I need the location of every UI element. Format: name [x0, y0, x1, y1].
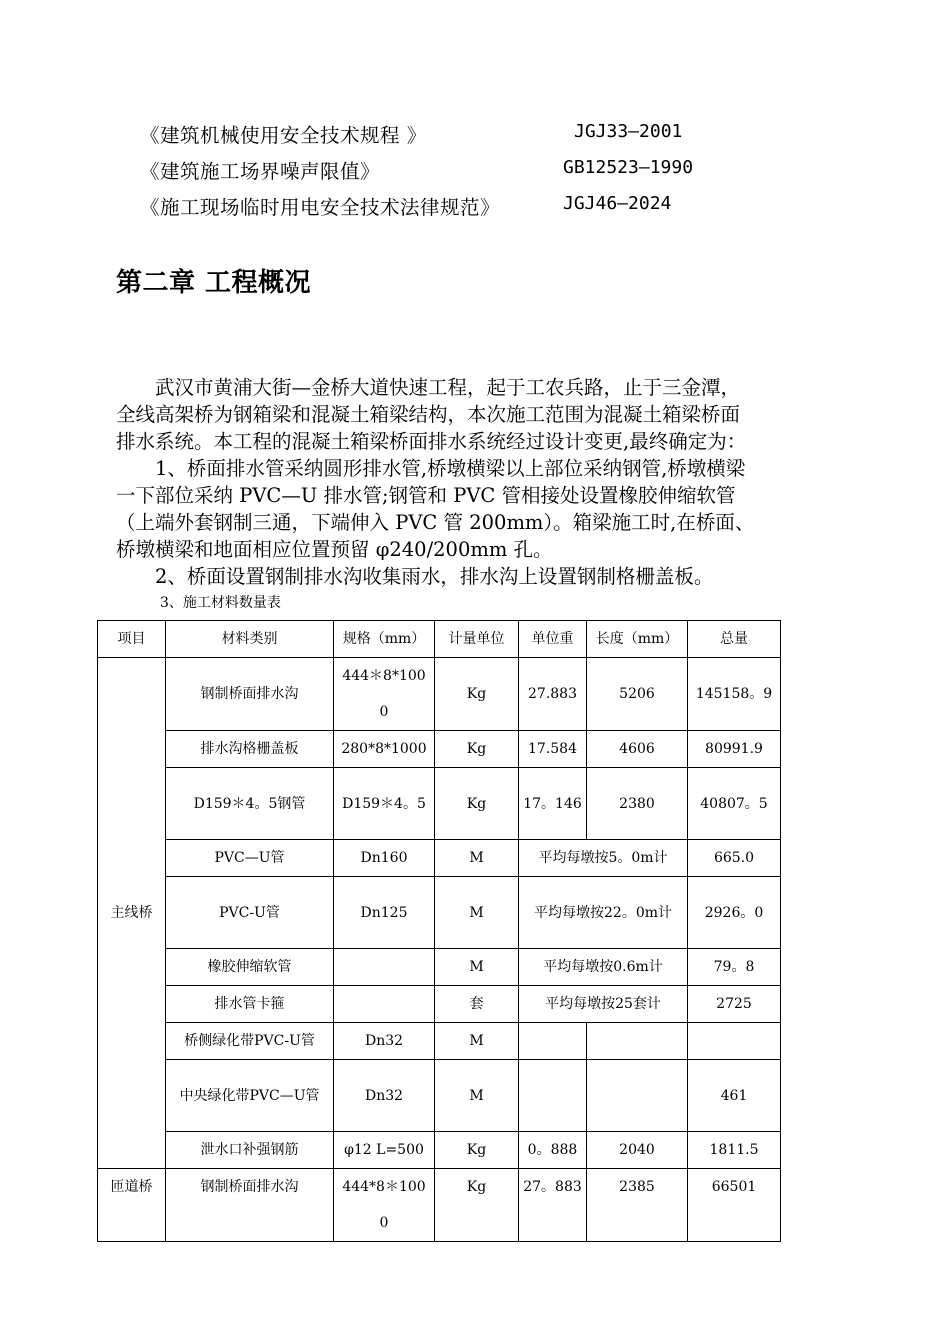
- cell-material: PVC-U管: [166, 877, 334, 949]
- standard-name-1: 《建筑机械使用安全技术规程 》: [140, 124, 427, 147]
- standard-name-3: 《施工现场临时用电安全技术法律规范》: [140, 196, 501, 219]
- cell-material: PVC—U管: [166, 840, 334, 877]
- item1-line-2: 一下部位采纳 PVC—U 排水管;钢管和 PVC 管相接处设置橡胶伸缩软管: [116, 484, 736, 507]
- table-caption: 3、施工材料数量表: [160, 595, 281, 611]
- intro-line-2: 全线高架桥为钢箱梁和混凝土箱梁结构，本次施工范围为混凝土箱梁桥面: [116, 403, 741, 426]
- cell-unit-weight: 17.584: [519, 731, 587, 768]
- cell-spec: [334, 949, 435, 986]
- cell-note: 平均每墩按25套计: [519, 986, 688, 1023]
- cell-unit: Kg: [435, 1169, 519, 1242]
- cell-unit: Kg: [435, 1132, 519, 1169]
- cell-total: 665.0: [688, 840, 781, 877]
- cell-length: 2385: [587, 1169, 688, 1242]
- cell-unit-weight: [519, 1060, 587, 1132]
- cell-note: 平均每墩按22。0m计: [519, 877, 688, 949]
- cell-material: 钢制桥面排水沟: [166, 658, 334, 731]
- header-total: 总量: [688, 621, 781, 658]
- cell-material: 中央绿化带PVC—U管: [166, 1060, 334, 1132]
- cell-spec: D159＊4。5: [334, 768, 435, 840]
- table-row: [98, 1023, 781, 1060]
- table-row: [98, 1060, 781, 1132]
- table-row: [98, 877, 781, 949]
- cell-spec: φ12 L=500: [334, 1132, 435, 1169]
- cell-unit-weight: 27.883: [519, 658, 587, 731]
- cell-spec: Dn32: [334, 1060, 435, 1132]
- cell-total: 461: [688, 1060, 781, 1132]
- group-label-ramp-bridge: 匝道桥: [98, 1169, 166, 1242]
- standard-code-3: JGJ46—2024: [563, 193, 672, 214]
- intro-line-1: 武汉市黄浦大街—金桥大道快速工程，起于工农兵路，止于三金潭，: [116, 376, 741, 399]
- cell-total: 80991.9: [688, 731, 781, 768]
- cell-total: 145158。9: [688, 658, 781, 731]
- chapter-title: 第二章 工程概况: [116, 268, 312, 298]
- cell-spec: 280*8*1000: [334, 731, 435, 768]
- cell-material: 橡胶伸缩软管: [166, 949, 334, 986]
- table-row: [98, 986, 781, 1023]
- cell-unit-weight: [519, 1023, 587, 1060]
- intro-paragraph: [116, 374, 836, 590]
- cell-spec: Dn32: [334, 1023, 435, 1060]
- cell-spec: Dn160: [334, 840, 435, 877]
- cell-spec: 444*8＊1000: [334, 1169, 435, 1242]
- header-unit: 计量单位: [435, 621, 519, 658]
- cell-unit: M: [435, 840, 519, 877]
- cell-unit-weight: 27。883: [519, 1169, 587, 1242]
- header-item: 项目: [98, 621, 166, 658]
- header-length: 长度（mm）: [587, 621, 688, 658]
- cell-total: [688, 1023, 781, 1060]
- cell-unit-weight: 17。146: [519, 768, 587, 840]
- cell-material: 钢制桥面排水沟: [166, 1169, 334, 1242]
- cell-total: 66501: [688, 1169, 781, 1242]
- cell-total: 2926。0: [688, 877, 781, 949]
- cell-length: 2040: [587, 1132, 688, 1169]
- item2-line-1: 2、桥面设置钢制排水沟收集雨水，排水沟上设置钢制格栅盖板。: [116, 565, 714, 588]
- cell-length: [587, 1060, 688, 1132]
- table-row: [98, 731, 781, 768]
- table-row: [98, 949, 781, 986]
- cell-material: 桥侧绿化带PVC-U管: [166, 1023, 334, 1060]
- standard-code-2: GB12523—1990: [563, 157, 694, 178]
- cell-unit: M: [435, 1023, 519, 1060]
- cell-unit: Kg: [435, 658, 519, 731]
- item1-line-4: 桥墩横梁和地面相应位置预留 φ240/200mm 孔。: [116, 538, 553, 561]
- header-unit-weight: 单位重: [519, 621, 587, 658]
- cell-total: 79。8: [688, 949, 781, 986]
- cell-unit: Kg: [435, 731, 519, 768]
- cell-length: 2380: [587, 768, 688, 840]
- cell-total: 2725: [688, 986, 781, 1023]
- cell-length: 5206: [587, 658, 688, 731]
- item1-line-3: （上端外套钢制三通，下端伸入 PVC 管 200mm）。箱梁施工时,在桥面、: [116, 511, 755, 534]
- cell-length: [587, 1023, 688, 1060]
- cell-unit: M: [435, 1060, 519, 1132]
- cell-material: 泄水口补强钢筋: [166, 1132, 334, 1169]
- cell-unit: 套: [435, 986, 519, 1023]
- cell-length: 4606: [587, 731, 688, 768]
- cell-spec: 444＊8*1000: [334, 658, 435, 731]
- cell-unit: Kg: [435, 768, 519, 840]
- header-spec: 规格（mm）: [334, 621, 435, 658]
- cell-note: 平均每墩按0.6m计: [519, 949, 688, 986]
- table-row: [98, 840, 781, 877]
- item1-line-1: 1、桥面排水管采纳圆形排水管,桥墩横梁以上部位采纳钢管,桥墩横梁: [116, 457, 746, 480]
- table-row: [98, 1132, 781, 1169]
- standard-code-1: JGJ33—2001: [574, 121, 683, 142]
- cell-material: D159＊4。5钢管: [166, 768, 334, 840]
- cell-unit-weight: 0。888: [519, 1132, 587, 1169]
- materials-table: [97, 620, 781, 1242]
- cell-total: 40807。5: [688, 768, 781, 840]
- cell-note: 平均每墩按5。0m计: [519, 840, 688, 877]
- cell-spec: [334, 986, 435, 1023]
- cell-material: 排水管卡箍: [166, 986, 334, 1023]
- table-row: [98, 658, 781, 731]
- cell-total: 1811.5: [688, 1132, 781, 1169]
- standard-name-2: 《建筑施工场界噪声限值》: [140, 160, 381, 183]
- table-header-row: [98, 621, 781, 658]
- group-label-main-bridge: 主线桥: [98, 658, 166, 1169]
- table-row: [98, 768, 781, 840]
- header-material: 材料类别: [166, 621, 334, 658]
- cell-material: 排水沟格栅盖板: [166, 731, 334, 768]
- cell-spec: Dn125: [334, 877, 435, 949]
- table-row: [98, 1169, 781, 1242]
- intro-line-3: 排水系统。本工程的混凝土箱梁桥面排水系统经过设计变更,最终确定为：: [116, 430, 747, 453]
- cell-unit: M: [435, 949, 519, 986]
- cell-unit: M: [435, 877, 519, 949]
